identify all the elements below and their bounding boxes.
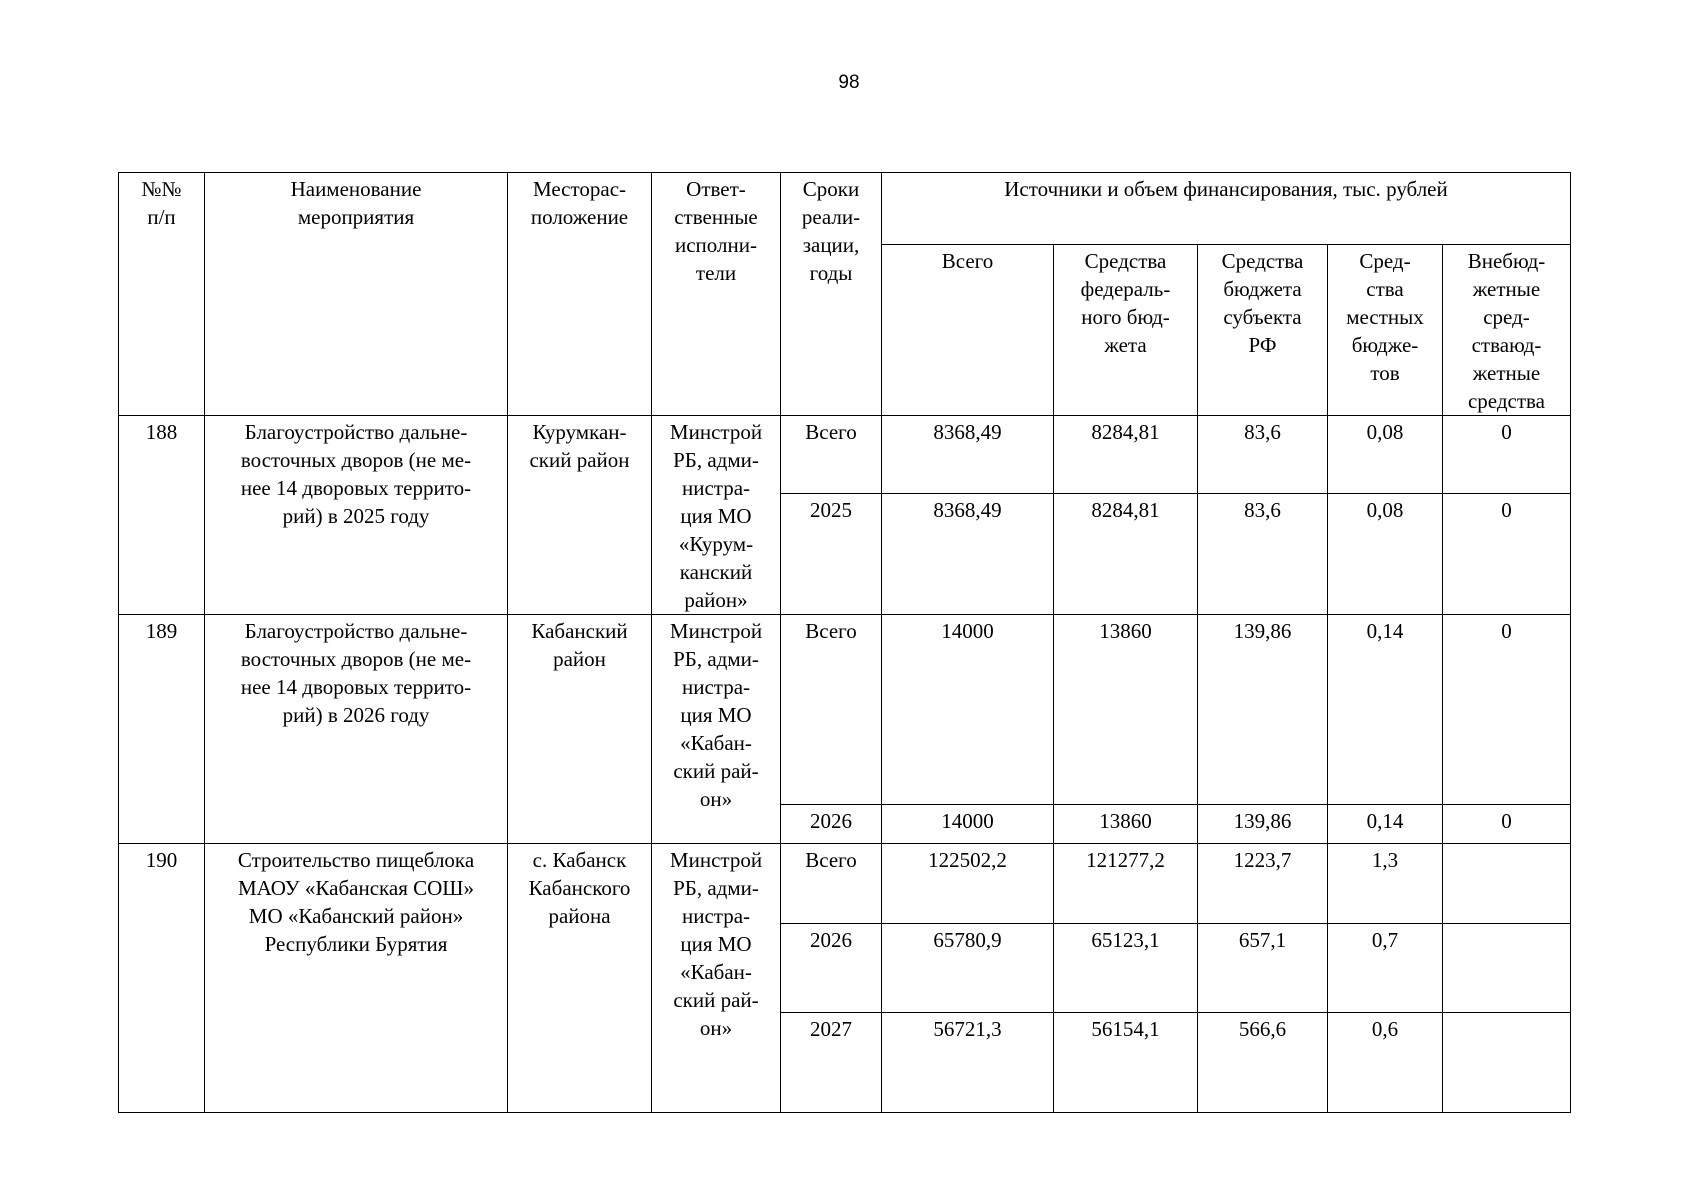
cell-extra xyxy=(1443,1013,1571,1113)
cell-extra: 0 xyxy=(1443,416,1571,494)
row-name: Благоустройство дальне- восточных дворов (не ме- нее 14 дворовых террито- рий) в 2026 году xyxy=(205,615,508,844)
cell-extra xyxy=(1443,924,1571,1013)
cell-regional: 139,86 xyxy=(1198,805,1328,844)
cell-local: 0,7 xyxy=(1328,924,1443,1013)
col-header-location: Месторас- положение xyxy=(508,173,652,416)
cell-period: 2026 xyxy=(781,924,882,1013)
page-number: 98 xyxy=(838,72,860,93)
cell-total: 122502,2 xyxy=(882,844,1054,924)
cell-total: 14000 xyxy=(882,615,1054,805)
cell-regional: 657,1 xyxy=(1198,924,1328,1013)
cell-period: 2025 xyxy=(781,494,882,615)
row-location: Курумкан- ский район xyxy=(508,416,652,615)
cell-period: Всего xyxy=(781,615,882,805)
col-header-name: Наименование мероприятия xyxy=(205,173,508,416)
col-header-regional: Средства бюджета субъекта РФ xyxy=(1198,245,1328,416)
cell-total: 8368,49 xyxy=(882,494,1054,615)
cell-federal: 13860 xyxy=(1054,615,1198,805)
cell-regional: 139,86 xyxy=(1198,615,1328,805)
cell-extra: 0 xyxy=(1443,805,1571,844)
col-header-executors: Ответ- ственные исполни- тели xyxy=(652,173,781,416)
financing-table xyxy=(118,172,1571,1113)
cell-regional: 83,6 xyxy=(1198,494,1328,615)
cell-local: 0,14 xyxy=(1328,615,1443,805)
cell-total: 56721,3 xyxy=(882,1013,1054,1113)
cell-period: 2027 xyxy=(781,1013,882,1113)
row-num: 190 xyxy=(119,844,205,1113)
row-num: 188 xyxy=(119,416,205,615)
cell-local: 0,08 xyxy=(1328,494,1443,615)
cell-regional: 83,6 xyxy=(1198,416,1328,494)
cell-federal: 65123,1 xyxy=(1054,924,1198,1013)
table-row xyxy=(119,615,1571,805)
col-header-num: №№ п/п xyxy=(119,173,205,416)
table-row xyxy=(119,844,1571,924)
cell-federal: 56154,1 xyxy=(1054,1013,1198,1113)
cell-local: 0,08 xyxy=(1328,416,1443,494)
cell-period: 2026 xyxy=(781,805,882,844)
cell-federal: 121277,2 xyxy=(1054,844,1198,924)
row-name: Благоустройство дальне- восточных дворов (не ме- нее 14 дворовых террито- рий) в 2025 году xyxy=(205,416,508,615)
cell-local: 0,14 xyxy=(1328,805,1443,844)
cell-total: 65780,9 xyxy=(882,924,1054,1013)
cell-local: 0,6 xyxy=(1328,1013,1443,1113)
cell-regional: 1223,7 xyxy=(1198,844,1328,924)
cell-total: 14000 xyxy=(882,805,1054,844)
row-executors: Минстрой РБ, адми- нистра- ция МО «Курум- канский район» xyxy=(652,416,781,615)
cell-extra xyxy=(1443,844,1571,924)
row-location: Кабанский район xyxy=(508,615,652,844)
cell-local: 1,3 xyxy=(1328,844,1443,924)
cell-federal: 13860 xyxy=(1054,805,1198,844)
cell-extra: 0 xyxy=(1443,615,1571,805)
col-header-extra: Внебюд- жетные сред- стваюд- жетные средства xyxy=(1443,245,1571,416)
cell-period: Всего xyxy=(781,416,882,494)
cell-federal: 8284,81 xyxy=(1054,494,1198,615)
row-name: Строительство пищеблока МАОУ «Кабанская СОШ» МО «Кабанский район» Республики Бурятия xyxy=(205,844,508,1113)
row-location: с. Кабанск Кабанского района xyxy=(508,844,652,1113)
col-header-federal: Средства федераль- ного бюд- жета xyxy=(1054,245,1198,416)
col-header-total: Всего xyxy=(882,245,1054,416)
cell-regional: 566,6 xyxy=(1198,1013,1328,1113)
row-executors: Минстрой РБ, адми- нистра- ция МО «Кабан- ский рай- он» xyxy=(652,844,781,1113)
cell-total: 8368,49 xyxy=(882,416,1054,494)
cell-extra: 0 xyxy=(1443,494,1571,615)
col-header-local: Сред- ства местных бюдже- тов xyxy=(1328,245,1443,416)
row-num: 189 xyxy=(119,615,205,844)
cell-federal: 8284,81 xyxy=(1054,416,1198,494)
table-row xyxy=(119,416,1571,494)
col-header-period: Сроки реали- зации, годы xyxy=(781,173,882,416)
row-executors: Минстрой РБ, адми- нистра- ция МО «Кабан- ский рай- он» xyxy=(652,615,781,844)
cell-period: Всего xyxy=(781,844,882,924)
col-header-funding: Источники и объем финансирования, тыс. рублей xyxy=(882,173,1571,245)
header-row xyxy=(119,173,1571,245)
